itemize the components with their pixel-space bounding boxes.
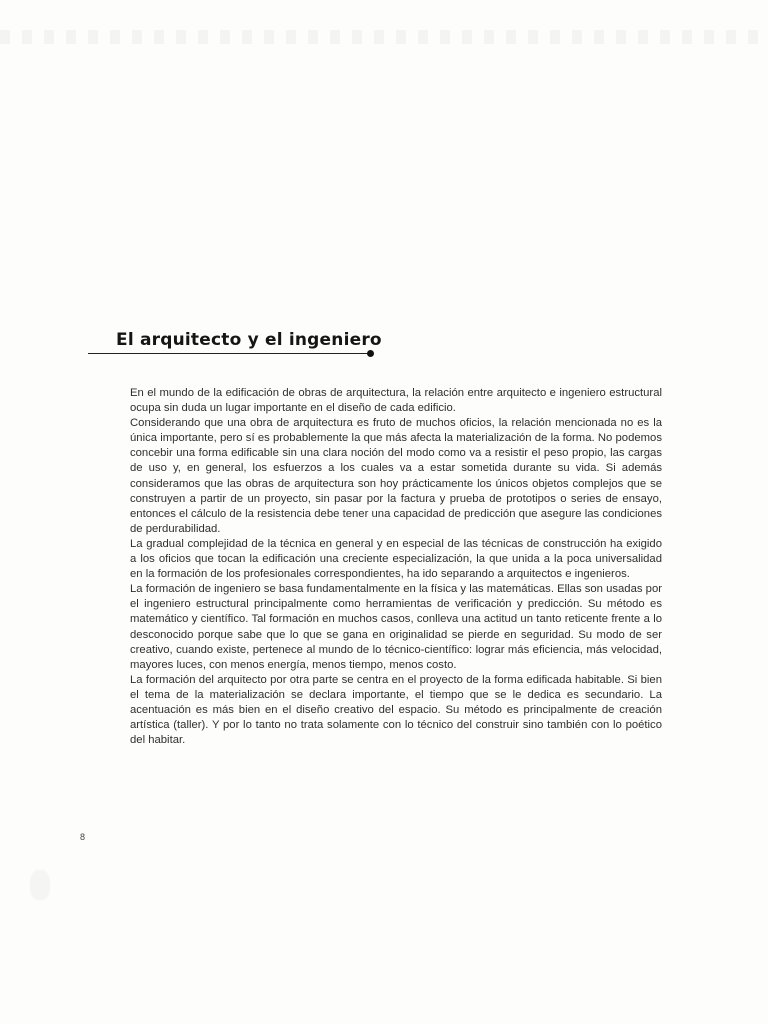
- underline-dot: [367, 350, 374, 357]
- paragraph: La formación del arquitecto por otra parte se centra en el proyecto de la forma edificada habitable. Si bien el tema de la materialización se declara importante, el tiempo que se le dedica es secundario. La acentuación es más bien en el diseño creativo del espacio. Su método es principalmente de creación artística (taller). Y por lo tanto no trata solamente con lo técnico del construir sino también con lo poético del habitar.: [130, 673, 662, 747]
- section-title: El arquitecto y el ingeniero: [116, 330, 382, 350]
- paragraph: En el mundo de la edificación de obras de arquitectura, la relación entre arquitecto e ingeniero estructural ocupa sin duda un lugar importante en el diseño de cada edificio.: [130, 387, 662, 415]
- title-underline: [88, 353, 371, 354]
- paragraph: La gradual complejidad de la técnica en general y en especial de las técnicas de construcción ha exigido a los oficios que tocan la edificación una creciente especialización, la que unida a la poca universalidad en la formación de los profesionales correspondientes, ha ido separando a arquitectos e ingenieros.: [130, 537, 662, 581]
- page-number: 8: [80, 832, 86, 842]
- scan-edge-artifact: [0, 30, 768, 44]
- paragraph: La formación de ingeniero se basa fundamentalmente en la física y las matemáticas. Ellas son usadas por el ingeniero estructural principalmente como herramientas de verificación y predicción. Su método es matemático y científico. Tal formación en muchos casos, conlleva una actitud un tanto reticente frente a lo desconocido porque sabe que lo que se gana en originalidad se pierde en seguridad. Su modo de ser creativo, cuando existe, pertenece al mundo de lo técnico-científico: lograr más eficiencia, más velocidad, mayores luces, con menos energía, menos tiempo, menos costo.: [130, 583, 662, 671]
- scan-smudge: [30, 870, 50, 900]
- body-text: [130, 386, 662, 748]
- paragraph: Considerando que una obra de arquitectura es fruto de muchos oficios, la relación mencionada no es la única importante, pero sí es probablemente la que más afecta la materialización de la forma. No podemos concebir una forma edificable sin una clara noción del modo como va a resistir el peso propio, las cargas de uso y, en general, los esfuerzos a los cuales va a estar sometida durante su vida. Si además consideramos que las obras de arquitectura son hoy prácticamente los únicos objetos complejos que se construyen a partir de un proyecto, sin pasar por la factura y prueba de prototipos o series de ensayo, entonces el cálculo de la resistencia debe tener una capacidad de predicción que asegure las condiciones de perdurabilidad.: [130, 417, 662, 535]
